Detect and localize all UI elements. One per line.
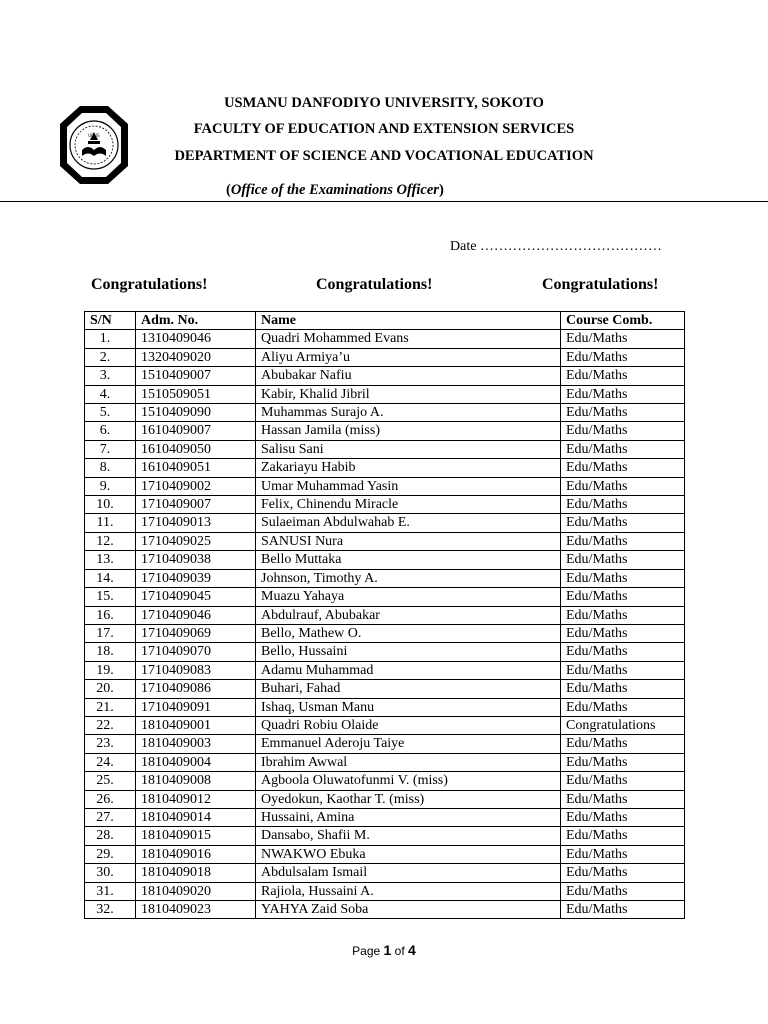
cell-name: Ibrahim Awwal	[256, 753, 561, 771]
cell-course: Edu/Maths	[561, 496, 685, 514]
cell-name: Bello Muttaka	[256, 551, 561, 569]
table-row	[85, 882, 685, 900]
cell-course: Edu/Maths	[561, 606, 685, 624]
cell-course: Edu/Maths	[561, 753, 685, 771]
cell-adm-no: 1810409001	[136, 716, 256, 734]
table-row	[85, 698, 685, 716]
cell-sn: 13.	[85, 551, 136, 569]
cell-name: Bello, Hussaini	[256, 643, 561, 661]
cell-name: Oyedokun, Kaothar T. (miss)	[256, 790, 561, 808]
column-header-course: Course Comb.	[561, 312, 685, 330]
cell-sn: 6.	[85, 422, 136, 440]
table-row	[85, 459, 685, 477]
table-row	[85, 827, 685, 845]
congratulations-left: Congratulations!	[91, 276, 208, 293]
table-row	[85, 496, 685, 514]
cell-sn: 24.	[85, 753, 136, 771]
cell-name: Abubakar Nafiu	[256, 367, 561, 385]
cell-name: Muazu Yahaya	[256, 588, 561, 606]
cell-sn: 22.	[85, 716, 136, 734]
cell-sn: 14.	[85, 569, 136, 587]
cell-adm-no: 1810409008	[136, 772, 256, 790]
cell-adm-no: 1810409016	[136, 845, 256, 863]
cell-sn: 9.	[85, 477, 136, 495]
cell-adm-no: 1710409002	[136, 477, 256, 495]
svg-text:UDUS: UDUS	[88, 133, 100, 138]
cell-name: Felix, Chinendu Miracle	[256, 496, 561, 514]
cell-sn: 3.	[85, 367, 136, 385]
date-line: Date …………………………………	[450, 239, 662, 254]
cell-adm-no: 1510409090	[136, 404, 256, 422]
table-row	[85, 643, 685, 661]
table-row	[85, 422, 685, 440]
cell-course: Edu/Maths	[561, 385, 685, 403]
table-row	[85, 845, 685, 863]
cell-sn: 1.	[85, 330, 136, 348]
cell-course: Edu/Maths	[561, 588, 685, 606]
cell-course: Edu/Maths	[561, 569, 685, 587]
cell-adm-no: 1810409014	[136, 808, 256, 826]
table-row	[85, 348, 685, 366]
cell-adm-no: 1810409020	[136, 882, 256, 900]
cell-adm-no: 1710409046	[136, 606, 256, 624]
cell-adm-no: 1610409051	[136, 459, 256, 477]
table-row	[85, 440, 685, 458]
column-header-adm-no: Adm. No.	[136, 312, 256, 330]
cell-adm-no: 1510409007	[136, 367, 256, 385]
cell-course: Edu/Maths	[561, 422, 685, 440]
cell-course: Edu/Maths	[561, 882, 685, 900]
cell-name: Zakariayu Habib	[256, 459, 561, 477]
table-row	[85, 367, 685, 385]
crest-graphic	[58, 104, 130, 186]
cell-sn: 28.	[85, 827, 136, 845]
cell-sn: 30.	[85, 864, 136, 882]
cell-sn: 4.	[85, 385, 136, 403]
cell-course: Edu/Maths	[561, 735, 685, 753]
cell-name: YAHYA Zaid Soba	[256, 901, 561, 919]
cell-adm-no: 1710409086	[136, 680, 256, 698]
cell-sn: 19.	[85, 661, 136, 679]
cell-course: Edu/Maths	[561, 772, 685, 790]
table-row	[85, 551, 685, 569]
table-row	[85, 901, 685, 919]
cell-name: Emmanuel Aderoju Taiye	[256, 735, 561, 753]
table-row	[85, 588, 685, 606]
table-row	[85, 735, 685, 753]
cell-sn: 8.	[85, 459, 136, 477]
cell-adm-no: 1710409083	[136, 661, 256, 679]
cell-course: Edu/Maths	[561, 459, 685, 477]
cell-adm-no: 1310409046	[136, 330, 256, 348]
cell-adm-no: 1710409069	[136, 624, 256, 642]
cell-course: Edu/Maths	[561, 348, 685, 366]
table-row	[85, 680, 685, 698]
cell-sn: 20.	[85, 680, 136, 698]
table-row	[85, 772, 685, 790]
table-row	[85, 477, 685, 495]
cell-adm-no: 1710409045	[136, 588, 256, 606]
cell-sn: 31.	[85, 882, 136, 900]
cell-sn: 7.	[85, 440, 136, 458]
university-crest-icon	[58, 104, 130, 186]
table-row	[85, 385, 685, 403]
table-row	[85, 661, 685, 679]
cell-sn: 10.	[85, 496, 136, 514]
cell-adm-no: 1810409012	[136, 790, 256, 808]
cell-name: NWAKWO Ebuka	[256, 845, 561, 863]
cell-name: Sulaeiman Abdulwahab E.	[256, 514, 561, 532]
cell-sn: 12.	[85, 532, 136, 550]
table-header-row	[85, 312, 685, 330]
table-row	[85, 532, 685, 550]
congratulations-center: Congratulations!	[316, 276, 433, 293]
cell-name: Umar Muhammad Yasin	[256, 477, 561, 495]
cell-adm-no: 1810409003	[136, 735, 256, 753]
cell-adm-no: 1710409091	[136, 698, 256, 716]
cell-sn: 32.	[85, 901, 136, 919]
cell-adm-no: 1710409025	[136, 532, 256, 550]
table-row	[85, 808, 685, 826]
cell-name: Quadri Mohammed Evans	[256, 330, 561, 348]
cell-name: Hassan Jamila (miss)	[256, 422, 561, 440]
cell-course: Edu/Maths	[561, 864, 685, 882]
page-footer: Page 1 of 4	[352, 942, 416, 958]
cell-sn: 27.	[85, 808, 136, 826]
cell-course: Edu/Maths	[561, 808, 685, 826]
cell-course: Edu/Maths	[561, 404, 685, 422]
cell-adm-no: 1610409007	[136, 422, 256, 440]
table-row	[85, 624, 685, 642]
cell-adm-no: 1710409039	[136, 569, 256, 587]
cell-name: Hussaini, Amina	[256, 808, 561, 826]
faculty-name: FACULTY OF EDUCATION AND EXTENSION SERVICES	[193, 121, 575, 137]
office-subtitle: (Office of the Examinations Officer)	[226, 182, 444, 198]
table-row	[85, 753, 685, 771]
cell-name: Agboola Oluwatofunmi V. (miss)	[256, 772, 561, 790]
cell-name: Rajiola, Hussaini A.	[256, 882, 561, 900]
column-header-name: Name	[256, 312, 561, 330]
cell-adm-no: 1610409050	[136, 440, 256, 458]
cell-sn: 17.	[85, 624, 136, 642]
header-divider	[0, 201, 768, 202]
cell-name: Adamu Muhammad	[256, 661, 561, 679]
cell-adm-no: 1710409070	[136, 643, 256, 661]
cell-name: Ishaq, Usman Manu	[256, 698, 561, 716]
cell-adm-no: 1710409038	[136, 551, 256, 569]
table-row	[85, 330, 685, 348]
cell-course: Edu/Maths	[561, 643, 685, 661]
cell-course: Edu/Maths	[561, 680, 685, 698]
cell-adm-no: 1810409023	[136, 901, 256, 919]
table-body	[85, 330, 685, 919]
cell-sn: 23.	[85, 735, 136, 753]
cell-sn: 16.	[85, 606, 136, 624]
cell-sn: 11.	[85, 514, 136, 532]
cell-sn: 25.	[85, 772, 136, 790]
cell-course: Edu/Maths	[561, 477, 685, 495]
cell-name: Aliyu Armiya’u	[256, 348, 561, 366]
department-name: DEPARTMENT OF SCIENCE AND VOCATIONAL EDUCATION	[174, 148, 594, 164]
table-row	[85, 606, 685, 624]
table-row	[85, 404, 685, 422]
cell-sn: 15.	[85, 588, 136, 606]
cell-name: Kabir, Khalid Jibril	[256, 385, 561, 403]
cell-adm-no: 1710409013	[136, 514, 256, 532]
cell-adm-no: 1810409015	[136, 827, 256, 845]
table-row	[85, 514, 685, 532]
table-row	[85, 864, 685, 882]
cell-name: Bello, Mathew O.	[256, 624, 561, 642]
cell-sn: 21.	[85, 698, 136, 716]
cell-name: Buhari, Fahad	[256, 680, 561, 698]
cell-course: Edu/Maths	[561, 440, 685, 458]
cell-name: Johnson, Timothy A.	[256, 569, 561, 587]
cell-course: Edu/Maths	[561, 790, 685, 808]
cell-name: Abdulsalam Ismail	[256, 864, 561, 882]
university-name: USMANU DANFODIYO UNIVERSITY, SOKOTO	[224, 95, 544, 111]
cell-adm-no: 1510509051	[136, 385, 256, 403]
congratulations-right: Congratulations!	[542, 276, 659, 293]
cell-course: Edu/Maths	[561, 901, 685, 919]
cell-course: Edu/Maths	[561, 330, 685, 348]
cell-adm-no: 1710409007	[136, 496, 256, 514]
cell-sn: 5.	[85, 404, 136, 422]
cell-course: Edu/Maths	[561, 514, 685, 532]
cell-course: Edu/Maths	[561, 367, 685, 385]
cell-course: Edu/Maths	[561, 551, 685, 569]
column-header-sn: S/N	[85, 312, 136, 330]
cell-sn: 2.	[85, 348, 136, 366]
cell-course: Edu/Maths	[561, 624, 685, 642]
cell-course: Edu/Maths	[561, 845, 685, 863]
cell-course: Congratulations	[561, 716, 685, 734]
cell-name: Salisu Sani	[256, 440, 561, 458]
table-row	[85, 716, 685, 734]
cell-adm-no: 1810409004	[136, 753, 256, 771]
cell-name: Quadri Robiu Olaide	[256, 716, 561, 734]
cell-sn: 29.	[85, 845, 136, 863]
cell-name: SANUSI Nura	[256, 532, 561, 550]
table-row	[85, 569, 685, 587]
cell-name: Abdulrauf, Abubakar	[256, 606, 561, 624]
cell-sn: 18.	[85, 643, 136, 661]
table-row	[85, 790, 685, 808]
cell-course: Edu/Maths	[561, 827, 685, 845]
cell-sn: 26.	[85, 790, 136, 808]
cell-name: Muhammas Surajo A.	[256, 404, 561, 422]
results-table	[84, 311, 685, 919]
cell-adm-no: 1320409020	[136, 348, 256, 366]
cell-course: Edu/Maths	[561, 532, 685, 550]
cell-course: Edu/Maths	[561, 661, 685, 679]
cell-name: Dansabo, Shafii M.	[256, 827, 561, 845]
cell-adm-no: 1810409018	[136, 864, 256, 882]
cell-course: Edu/Maths	[561, 698, 685, 716]
